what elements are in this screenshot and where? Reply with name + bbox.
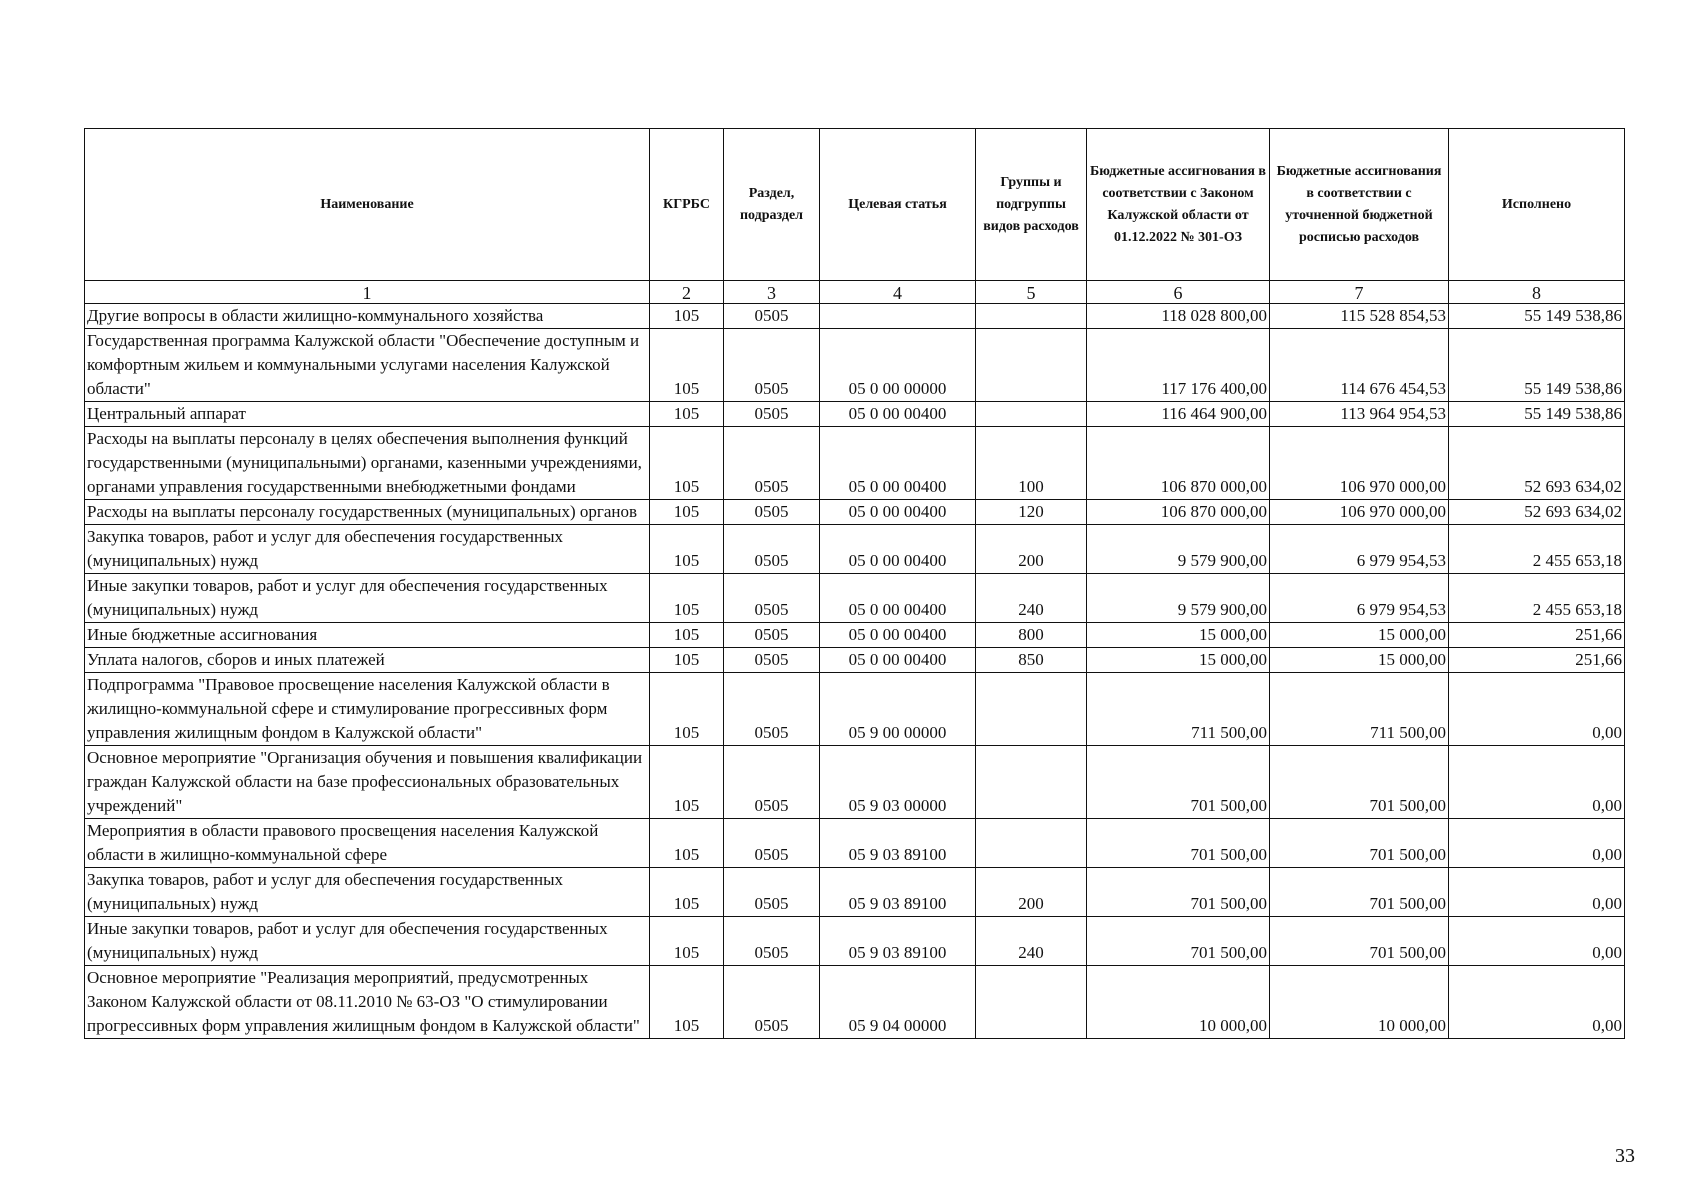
cell-name: Основное мероприятие "Реализация мероприятий, предусмотренных Законом Калужской области от 08.11.2010 № 63-ОЗ "О стимулировании прогрессивных форм управления жилищным фондом в Калужской области": [85, 966, 650, 1039]
cell-law-allocation: 106 870 000,00: [1087, 427, 1270, 500]
cell-executed: 0,00: [1449, 966, 1625, 1039]
cell-target-article: 05 0 00 00400: [820, 623, 976, 648]
cell-executed: 0,00: [1449, 746, 1625, 819]
cell-expense-group: [976, 304, 1087, 329]
cell-kgrbs: 105: [650, 746, 724, 819]
cell-section: 0505: [724, 648, 820, 673]
cell-kgrbs: 105: [650, 819, 724, 868]
cell-section: 0505: [724, 402, 820, 427]
cell-expense-group: 200: [976, 868, 1087, 917]
cell-law-allocation: 9 579 900,00: [1087, 574, 1270, 623]
table-header: [85, 129, 1625, 304]
cell-executed: 55 149 538,86: [1449, 304, 1625, 329]
table-row: [85, 673, 1625, 746]
cell-target-article: 05 9 04 00000: [820, 966, 976, 1039]
cell-kgrbs: 105: [650, 525, 724, 574]
cell-refined-allocation: 711 500,00: [1270, 673, 1449, 746]
cell-law-allocation: 10 000,00: [1087, 966, 1270, 1039]
cell-expense-group: 240: [976, 574, 1087, 623]
table-row: [85, 525, 1625, 574]
cell-expense-group: 100: [976, 427, 1087, 500]
cell-kgrbs: 105: [650, 427, 724, 500]
column-number: 4: [820, 281, 976, 304]
column-number: 5: [976, 281, 1087, 304]
table-row: [85, 329, 1625, 402]
cell-section: 0505: [724, 329, 820, 402]
cell-executed: 2 455 653,18: [1449, 574, 1625, 623]
cell-target-article: 05 0 00 00400: [820, 525, 976, 574]
cell-kgrbs: 105: [650, 868, 724, 917]
table-row: [85, 304, 1625, 329]
cell-refined-allocation: 701 500,00: [1270, 917, 1449, 966]
column-number: 7: [1270, 281, 1449, 304]
cell-refined-allocation: 15 000,00: [1270, 648, 1449, 673]
cell-law-allocation: 711 500,00: [1087, 673, 1270, 746]
cell-name: Другие вопросы в области жилищно-коммунального хозяйства: [85, 304, 650, 329]
table-row: [85, 623, 1625, 648]
cell-name: Государственная программа Калужской области "Обеспечение доступным и комфортным жильем и коммунальными услугами населения Калужской области": [85, 329, 650, 402]
cell-expense-group: 850: [976, 648, 1087, 673]
cell-name: Иные бюджетные ассигнования: [85, 623, 650, 648]
cell-name: Центральный аппарат: [85, 402, 650, 427]
cell-expense-group: 120: [976, 500, 1087, 525]
cell-executed: 52 693 634,02: [1449, 500, 1625, 525]
cell-executed: 52 693 634,02: [1449, 427, 1625, 500]
header-target-article: Целевая статья: [820, 129, 976, 281]
cell-section: 0505: [724, 304, 820, 329]
cell-expense-group: 240: [976, 917, 1087, 966]
cell-section: 0505: [724, 574, 820, 623]
cell-name: Закупка товаров, работ и услуг для обеспечения государственных (муниципальных) нужд: [85, 525, 650, 574]
cell-kgrbs: 105: [650, 500, 724, 525]
table-row: [85, 868, 1625, 917]
cell-executed: 2 455 653,18: [1449, 525, 1625, 574]
cell-target-article: 05 9 03 89100: [820, 917, 976, 966]
cell-section: 0505: [724, 500, 820, 525]
cell-section: 0505: [724, 427, 820, 500]
cell-kgrbs: 105: [650, 623, 724, 648]
table-row: [85, 648, 1625, 673]
cell-refined-allocation: 115 528 854,53: [1270, 304, 1449, 329]
cell-expense-group: [976, 673, 1087, 746]
cell-kgrbs: 105: [650, 966, 724, 1039]
cell-target-article: 05 0 00 00000: [820, 329, 976, 402]
cell-target-article: 05 9 00 00000: [820, 673, 976, 746]
header-law-allocations: Бюджетные ассигнования в соответствии с Законом Калужской области от 01.12.2022 № 301-ОЗ: [1087, 129, 1270, 281]
header-row: [85, 129, 1625, 281]
table-row: [85, 917, 1625, 966]
cell-executed: 0,00: [1449, 868, 1625, 917]
cell-law-allocation: 701 500,00: [1087, 917, 1270, 966]
cell-executed: 251,66: [1449, 623, 1625, 648]
cell-name: Подпрограмма "Правовое просвещение населения Калужской области в жилищно-коммунальной сфере и стимулирование прогрессивных форм управления жилищным фондом в Калужской области": [85, 673, 650, 746]
cell-expense-group: [976, 746, 1087, 819]
cell-refined-allocation: 6 979 954,53: [1270, 525, 1449, 574]
cell-executed: 0,00: [1449, 917, 1625, 966]
header-section: Раздел, подраздел: [724, 129, 820, 281]
cell-target-article: 05 0 00 00400: [820, 427, 976, 500]
table-body: [85, 304, 1625, 1039]
cell-section: 0505: [724, 623, 820, 648]
cell-section: 0505: [724, 966, 820, 1039]
table-row: [85, 574, 1625, 623]
table-row: [85, 819, 1625, 868]
cell-refined-allocation: 701 500,00: [1270, 868, 1449, 917]
cell-kgrbs: 105: [650, 917, 724, 966]
cell-law-allocation: 116 464 900,00: [1087, 402, 1270, 427]
cell-refined-allocation: 701 500,00: [1270, 819, 1449, 868]
cell-section: 0505: [724, 525, 820, 574]
cell-target-article: 05 0 00 00400: [820, 500, 976, 525]
cell-law-allocation: 701 500,00: [1087, 746, 1270, 819]
cell-name: Уплата налогов, сборов и иных платежей: [85, 648, 650, 673]
table-row: [85, 427, 1625, 500]
cell-law-allocation: 701 500,00: [1087, 819, 1270, 868]
cell-law-allocation: 15 000,00: [1087, 623, 1270, 648]
cell-kgrbs: 105: [650, 673, 724, 746]
header-kgrbs: КГРБС: [650, 129, 724, 281]
table-row: [85, 746, 1625, 819]
cell-expense-group: 200: [976, 525, 1087, 574]
cell-target-article: 05 9 03 89100: [820, 819, 976, 868]
table-row: [85, 500, 1625, 525]
cell-law-allocation: 118 028 800,00: [1087, 304, 1270, 329]
header-executed: Исполнено: [1449, 129, 1625, 281]
header-name: Наименование: [85, 129, 650, 281]
cell-refined-allocation: 113 964 954,53: [1270, 402, 1449, 427]
cell-expense-group: [976, 329, 1087, 402]
cell-refined-allocation: 114 676 454,53: [1270, 329, 1449, 402]
budget-table: [84, 128, 1625, 1039]
cell-executed: 251,66: [1449, 648, 1625, 673]
cell-kgrbs: 105: [650, 402, 724, 427]
cell-name: Основное мероприятие "Организация обучения и повышения квалификации граждан Калужской области на базе профессиональных образовательных учреждений": [85, 746, 650, 819]
column-number: 2: [650, 281, 724, 304]
cell-law-allocation: 701 500,00: [1087, 868, 1270, 917]
cell-refined-allocation: 106 970 000,00: [1270, 500, 1449, 525]
cell-refined-allocation: 106 970 000,00: [1270, 427, 1449, 500]
cell-kgrbs: 105: [650, 304, 724, 329]
cell-kgrbs: 105: [650, 648, 724, 673]
cell-name: Расходы на выплаты персоналу в целях обеспечения выполнения функций государственными (муниципальными) органами, казенными учреждениями, органами управления государственными внебюджетными фондами: [85, 427, 650, 500]
cell-law-allocation: 117 176 400,00: [1087, 329, 1270, 402]
cell-target-article: 05 9 03 89100: [820, 868, 976, 917]
cell-expense-group: [976, 966, 1087, 1039]
column-number: 3: [724, 281, 820, 304]
cell-section: 0505: [724, 673, 820, 746]
column-number: 1: [85, 281, 650, 304]
cell-executed: 0,00: [1449, 673, 1625, 746]
cell-target-article: 05 0 00 00400: [820, 402, 976, 427]
cell-executed: 0,00: [1449, 819, 1625, 868]
cell-executed: 55 149 538,86: [1449, 329, 1625, 402]
header-refined-allocations: Бюджетные ассигнования в соответствии с уточненной бюджетной росписью расходов: [1270, 129, 1449, 281]
table-row: [85, 966, 1625, 1039]
cell-expense-group: [976, 402, 1087, 427]
cell-kgrbs: 105: [650, 574, 724, 623]
table-row: [85, 402, 1625, 427]
cell-target-article: 05 0 00 00400: [820, 574, 976, 623]
cell-name: Мероприятия в области правового просвещения населения Калужской области в жилищно-коммунальной сфере: [85, 819, 650, 868]
column-number: 6: [1087, 281, 1270, 304]
cell-law-allocation: 106 870 000,00: [1087, 500, 1270, 525]
cell-section: 0505: [724, 819, 820, 868]
cell-executed: 55 149 538,86: [1449, 402, 1625, 427]
cell-name: Расходы на выплаты персоналу государственных (муниципальных) органов: [85, 500, 650, 525]
cell-section: 0505: [724, 746, 820, 819]
cell-expense-group: 800: [976, 623, 1087, 648]
cell-target-article: 05 0 00 00400: [820, 648, 976, 673]
cell-law-allocation: 15 000,00: [1087, 648, 1270, 673]
cell-name: Иные закупки товаров, работ и услуг для обеспечения государственных (муниципальных) нужд: [85, 917, 650, 966]
cell-target-article: 05 9 03 00000: [820, 746, 976, 819]
column-number-row: [85, 281, 1625, 304]
cell-kgrbs: 105: [650, 329, 724, 402]
header-expense-groups: Группы и подгруппы видов расходов: [976, 129, 1087, 281]
cell-expense-group: [976, 819, 1087, 868]
cell-section: 0505: [724, 868, 820, 917]
column-number: 8: [1449, 281, 1625, 304]
cell-target-article: [820, 304, 976, 329]
cell-law-allocation: 9 579 900,00: [1087, 525, 1270, 574]
cell-name: Иные закупки товаров, работ и услуг для обеспечения государственных (муниципальных) нужд: [85, 574, 650, 623]
cell-name: Закупка товаров, работ и услуг для обеспечения государственных (муниципальных) нужд: [85, 868, 650, 917]
cell-refined-allocation: 701 500,00: [1270, 746, 1449, 819]
cell-refined-allocation: 6 979 954,53: [1270, 574, 1449, 623]
cell-refined-allocation: 15 000,00: [1270, 623, 1449, 648]
cell-section: 0505: [724, 917, 820, 966]
page-number: 33: [1615, 1145, 1635, 1167]
cell-refined-allocation: 10 000,00: [1270, 966, 1449, 1039]
